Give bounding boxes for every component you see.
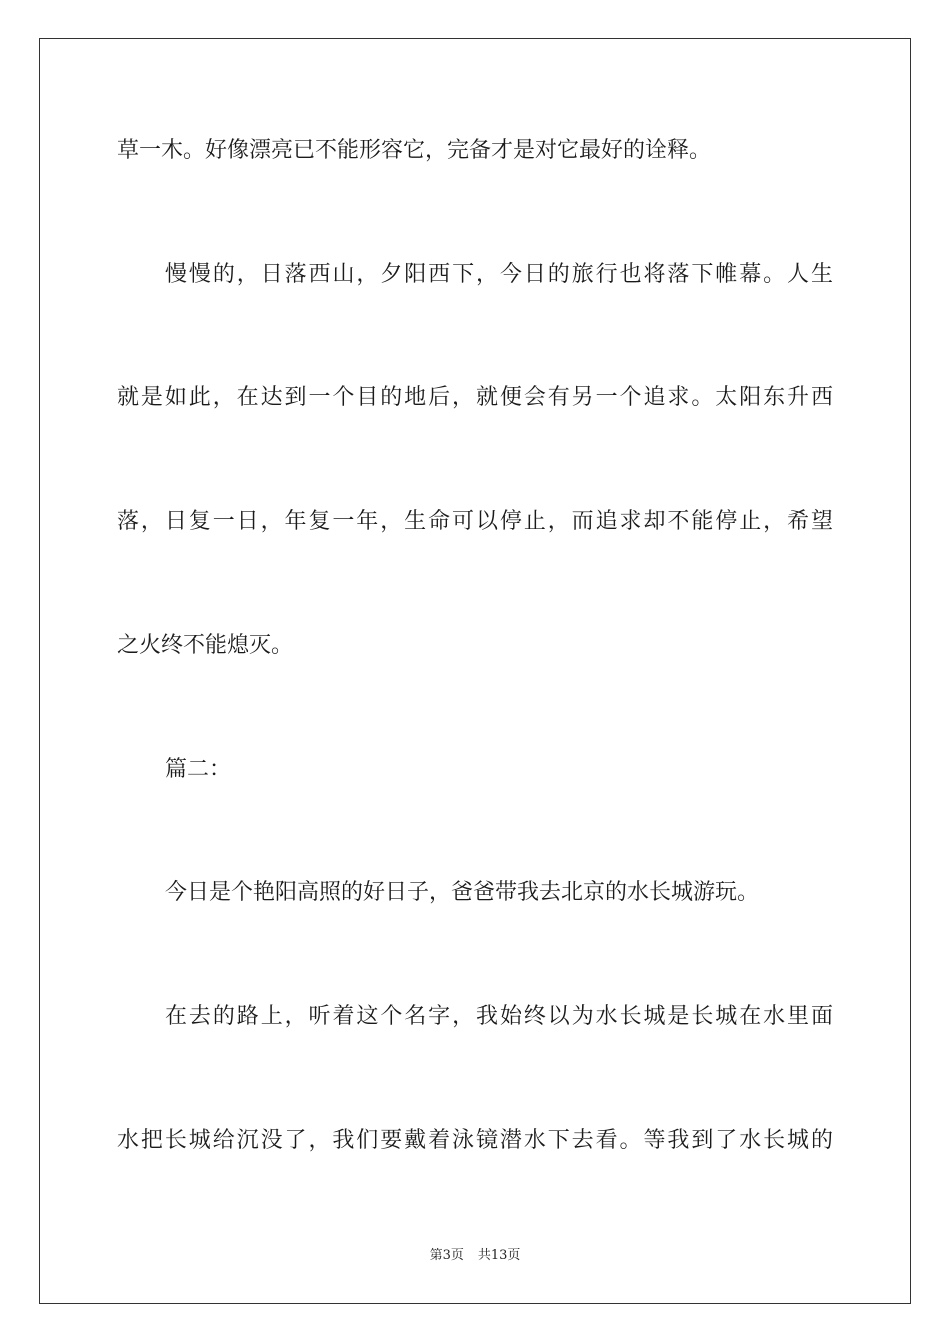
paragraph-line: 之火终不能熄灭。	[117, 633, 294, 658]
paragraph-line: 落，日复一日，年复一年，生命可以停止，而追求却不能停止，希望	[117, 509, 833, 534]
paragraph-line: 今日是个艳阳高照的好日子，爸爸带我去北京的水长城游玩。	[165, 880, 760, 905]
paragraph-line: 慢慢的，日落西山，夕阳西下，今日的旅行也将落下帷幕。人生	[165, 262, 833, 287]
page-number: 第3页	[429, 1248, 464, 1263]
paragraph-line: 就是如此，在达到一个目的地后，就便会有另一个追求。太阳东升西	[117, 385, 833, 410]
page-footer	[0, 1247, 950, 1265]
paragraph-line: 水把长城给沉没了，我们要戴着泳镜潜水下去看。等我到了水长城的	[117, 1128, 833, 1153]
total-pages: 共13页	[477, 1248, 521, 1263]
section-heading: 篇二：	[165, 757, 232, 782]
page-border	[39, 38, 911, 1304]
paragraph-line: 在去的路上，听着这个名字，我始终以为水长城是长城在水里面	[165, 1004, 833, 1029]
paragraph-line: 草一木。好像漂亮已不能形容它，完备才是对它最好的诠释。	[117, 138, 712, 163]
